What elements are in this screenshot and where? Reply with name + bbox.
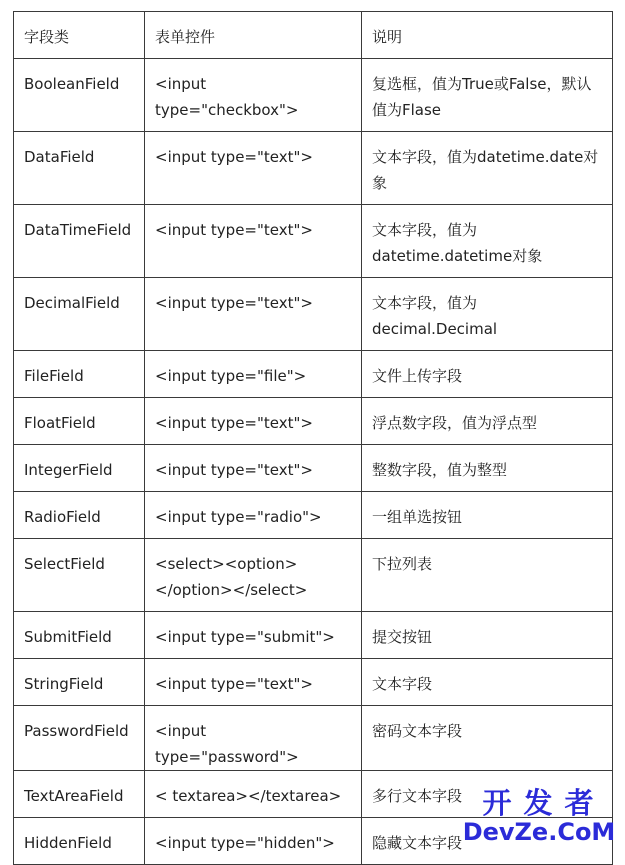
field-class-cell: SelectField: [14, 539, 145, 612]
description-cell: 下拉列表: [362, 539, 613, 612]
table-row: [14, 132, 613, 205]
field-class-cell: SubmitField: [14, 612, 145, 659]
field-class-cell: TextAreaField: [14, 771, 145, 818]
form-control-cell: <input type="password">: [145, 706, 362, 771]
field-class-cell: RadioField: [14, 492, 145, 539]
description-cell: 多行文本字段: [362, 771, 613, 818]
table-row: [14, 659, 613, 706]
form-control-cell: <input type="text">: [145, 445, 362, 492]
form-control-cell: <input type="text">: [145, 132, 362, 205]
form-control-cell: <input type="file">: [145, 351, 362, 398]
form-control-cell: <input type="text">: [145, 659, 362, 706]
field-class-cell: FileField: [14, 351, 145, 398]
description-cell: 提交按钮: [362, 612, 613, 659]
form-control-cell: <input type="hidden">: [145, 818, 362, 865]
field-class-cell: IntegerField: [14, 445, 145, 492]
site-watermark: [461, 787, 617, 849]
description-cell: 一组单选按钮: [362, 492, 613, 539]
description-cell: 文本字段，值为datetime.datetime对象: [362, 205, 613, 278]
form-control-cell: <input type="radio">: [145, 492, 362, 539]
form-control-cell: <input type="text">: [145, 398, 362, 445]
field-class-cell: DecimalField: [14, 278, 145, 351]
form-fields-table: [13, 11, 613, 865]
field-class-cell: BooleanField: [14, 59, 145, 132]
table-row: [14, 59, 613, 132]
table-row: [14, 612, 613, 659]
description-cell: 浮点数字段，值为浮点型: [362, 398, 613, 445]
form-control-cell: <input type="text">: [145, 205, 362, 278]
table-row: [14, 445, 613, 492]
form-control-cell: <select><option></option></select>: [145, 539, 362, 612]
form-control-cell: <input type="submit">: [145, 612, 362, 659]
table-row: [14, 492, 613, 539]
field-class-cell: PasswordField: [14, 706, 145, 771]
header-field-class: 字段类: [14, 12, 145, 59]
description-cell: 密码文本字段: [362, 706, 613, 771]
header-form-control: 表单控件: [145, 12, 362, 59]
field-class-cell: DataField: [14, 132, 145, 205]
description-cell: 复选框，值为True或False，默认值为Flase: [362, 59, 613, 132]
field-class-cell: StringField: [14, 659, 145, 706]
watermark-en-text: DevZe.CoM: [462, 818, 616, 846]
field-class-cell: HiddenField: [14, 818, 145, 865]
table-row: [14, 706, 613, 771]
description-cell: 文件上传字段: [362, 351, 613, 398]
header-description: 说明: [362, 12, 613, 59]
table-row: [14, 351, 613, 398]
watermark-cn-text: 开发者: [482, 786, 606, 820]
field-class-cell: DataTimeField: [14, 205, 145, 278]
table-row: [14, 278, 613, 351]
table-row: [14, 398, 613, 445]
table-row: [14, 539, 613, 612]
form-control-cell: <input type="checkbox">: [145, 59, 362, 132]
form-control-cell: <input type="text">: [145, 278, 362, 351]
description-cell: 文本字段: [362, 659, 613, 706]
description-cell: 整数字段，值为整型: [362, 445, 613, 492]
form-control-cell: < textarea></textarea>: [145, 771, 362, 818]
description-cell: 文本字段，值为decimal.Decimal: [362, 278, 613, 351]
description-cell: 隐藏文本字段: [362, 818, 613, 865]
table-header-row: [14, 12, 613, 59]
field-class-cell: FloatField: [14, 398, 145, 445]
table-row: [14, 205, 613, 278]
description-cell: 文本字段，值为datetime.date对象: [362, 132, 613, 205]
